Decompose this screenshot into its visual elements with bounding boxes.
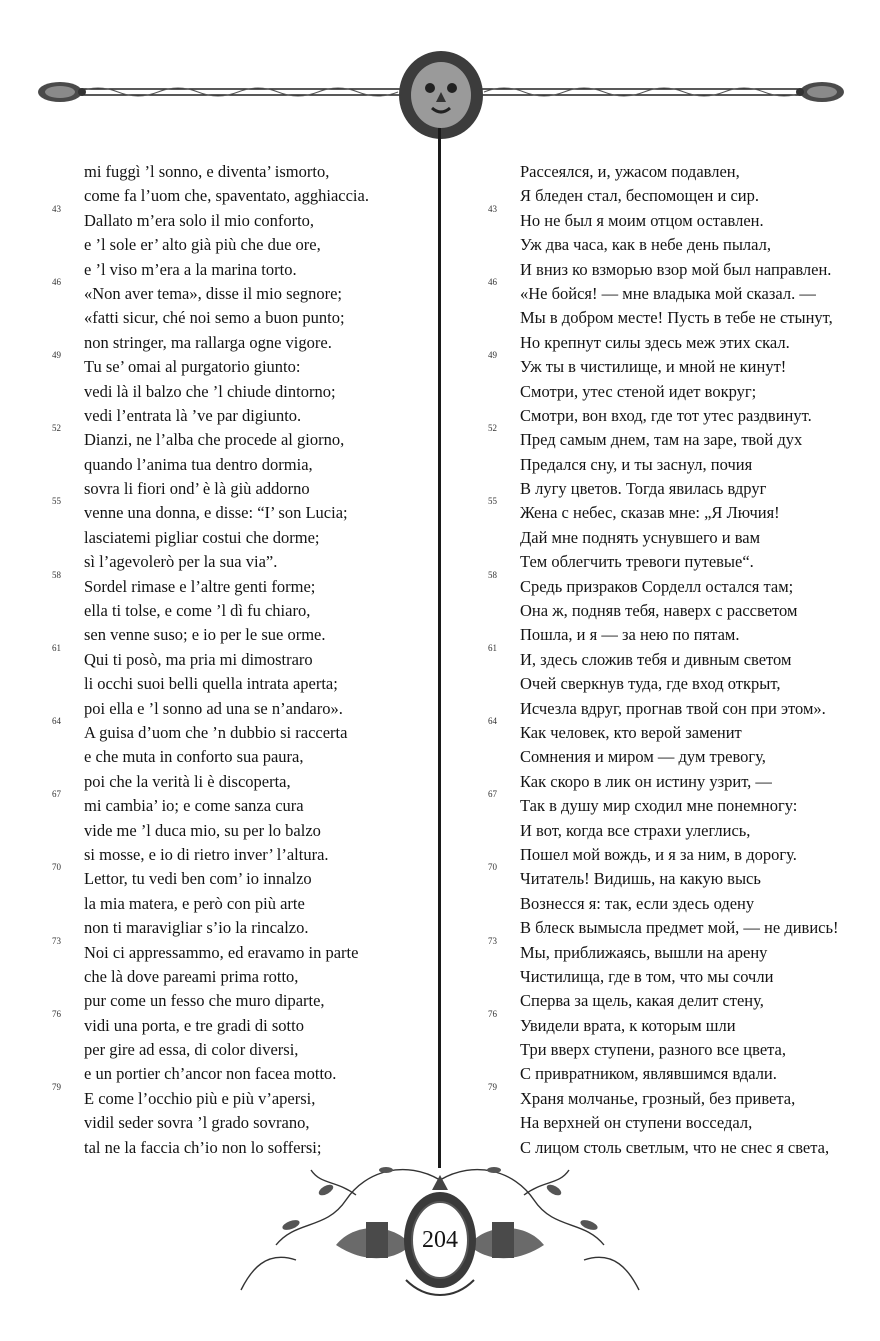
verse-line: Как скоро в лик он истину узрит, — xyxy=(520,771,772,791)
verse-line: tal ne la faccia ch’io non lo soffersi; xyxy=(84,1137,322,1157)
verse-line: 52 Dianzi, ne l’alba che procede al giorno, xyxy=(52,423,345,450)
verse-line: e che muta in conforto sua paura, xyxy=(84,747,304,767)
left-finial-icon xyxy=(38,82,86,102)
line-number: 55 xyxy=(52,496,61,507)
verse-line: 43 Но не был я моим отцом оставлен. xyxy=(488,203,764,230)
verse-line: 76 vidi una porta, e tre gradi di sotto xyxy=(52,1008,304,1035)
verse-line: 64 A guisa d’uom che ’n dubbio si raccerta xyxy=(52,715,348,742)
verse-line: 46 «Не бойся! — мне владыка мой сказал. — xyxy=(488,276,816,303)
verse-line: Вознесся я: так, если здесь одену xyxy=(520,893,755,913)
line-number: 52 xyxy=(52,423,61,434)
verse-line: Я бледен стал, беспомощен и сир. xyxy=(520,186,759,206)
line-number: 52 xyxy=(488,423,497,434)
verse-line: lasciatemi pigliar costui che dorme; xyxy=(84,527,320,547)
verse-line: 43 Dallato m’era solo il mio conforto, xyxy=(52,203,315,230)
verse-line: Чистилища, где в том, что мы сочли xyxy=(520,966,774,986)
verse-line: vidil seder sovra ’l grado sovrano, xyxy=(84,1113,310,1133)
verse-line: В лугу цветов. Тогда явилась вдруг xyxy=(520,479,767,499)
line-number: 46 xyxy=(488,276,497,287)
line-number: 70 xyxy=(52,862,61,873)
verse-line: С привратником, являвшимся вдали. xyxy=(520,1064,777,1084)
verse-line: sì l’agevolerò per la sua via”. xyxy=(84,552,278,572)
verse-line: come fa l’uom che, spaventato, agghiaccia. xyxy=(84,186,369,206)
line-number: 67 xyxy=(52,789,61,800)
line-number: 70 xyxy=(488,862,497,873)
verse-line: На верхней он ступени восседал, xyxy=(520,1113,753,1133)
lion-mask-icon xyxy=(399,51,483,139)
verse-line: Но крепнут силы здесь меж этих скал. xyxy=(520,332,790,352)
line-number: 73 xyxy=(52,935,61,946)
header-ornament xyxy=(38,40,844,140)
page-number: 204 xyxy=(422,1227,458,1253)
verse-line: poi che la verità li è discoperta, xyxy=(84,771,291,791)
russian-column xyxy=(468,160,868,1160)
verse-line: 67 Так в душу мир сходил мне понемногу: xyxy=(488,789,798,816)
verse-line: 61 Qui ti posò, ma pria mi dimostraro xyxy=(52,642,313,669)
verse-line: Три вверх ступени, разного все цвета, xyxy=(520,1040,786,1060)
verse-line: В блеск вымысла предмет мой, — не дивись! xyxy=(520,918,839,938)
verse-line: 61 И, здесь сложив тебя и дивным светом xyxy=(488,642,792,669)
verse-line: Она ж, подняв тебя, наверх с рассветом xyxy=(520,601,798,621)
line-number: 49 xyxy=(52,350,61,361)
line-number: 61 xyxy=(52,642,61,653)
verse-line: non stringer, ma rallarga ogne vigore. xyxy=(84,332,332,352)
verse-line: e ’l viso m’era a la marina torto. xyxy=(84,259,297,279)
line-number: 67 xyxy=(488,789,497,800)
verse-line: 58 Sordel rimase e l’altre genti forme; xyxy=(52,569,316,596)
verse-line: Очей сверкнув туда, где вход открыт, xyxy=(520,674,781,694)
verse-line: sovra li fiori ond’ è là giù addorno xyxy=(84,479,310,499)
verse-line: 70 Lettor, tu vedi ben com’ io innalzo xyxy=(52,862,312,889)
verse-line: Мы в добром месте! Пусть в тебе не стынут, xyxy=(520,308,833,328)
line-number: 61 xyxy=(488,642,497,653)
verse-line: e un portier ch’ancor non facea motto. xyxy=(84,1064,337,1084)
verse-line: vedi l’entrata là ’ve par digiunto. xyxy=(84,405,302,425)
verse-line: li occhi suoi belli quella intrata aperta; xyxy=(84,674,338,694)
line-number: 79 xyxy=(488,1081,497,1092)
line-number: 79 xyxy=(52,1081,61,1092)
verse-line: И вот, когда все страхи улеглись, xyxy=(520,820,751,840)
verse-line: non ti maravigliar s’io la rincalzo. xyxy=(84,918,309,938)
verse-line: Дай мне поднять уснувшего и вам xyxy=(520,527,761,547)
verse-line: per gire ad essa, di color diversi, xyxy=(84,1040,299,1060)
verse-line: Уж два часа, как в небе день пылал, xyxy=(520,235,771,255)
verse-line: si mosse, e io di rietro inver’ l’altura. xyxy=(84,844,329,864)
verse-line: 70 Читатель! Видишь, на какую высь xyxy=(488,862,761,889)
line-number: 58 xyxy=(52,569,61,580)
column-divider xyxy=(438,128,441,1168)
verse-line: С лицом столь светлым, что не снес я света, xyxy=(520,1137,830,1157)
verse-line: 46 «Non aver tema», disse il mio segnore; xyxy=(52,276,342,303)
verse-line: 55 venne una donna, e disse: “I’ son Lucia; xyxy=(52,496,348,523)
verse-line: la mia matera, e però con più arte xyxy=(84,893,305,913)
verse-line: И вниз ко взморью взор мой был направлен. xyxy=(520,259,832,279)
verse-line: Сомнения и миром — дум тревогу, xyxy=(520,747,766,767)
line-number: 46 xyxy=(52,276,61,287)
verse-line: 67 mi cambia’ io; e come sanza cura xyxy=(52,789,304,816)
line-number: 64 xyxy=(52,715,61,726)
italian-column xyxy=(32,160,430,1160)
verse-line: quando l’anima tua dentro dormia, xyxy=(84,454,313,474)
verse-line: 76 Увидели врата, к которым шли xyxy=(488,1008,736,1035)
line-number: 55 xyxy=(488,496,497,507)
verse-line: «fatti sicur, ché noi semo a buon punto; xyxy=(84,308,345,328)
line-number: 43 xyxy=(488,203,497,214)
line-number: 43 xyxy=(52,203,61,214)
verse-line: ella ti tolse, e come ’l dì fu chiaro, xyxy=(84,601,311,621)
line-number: 49 xyxy=(488,350,497,361)
line-number: 76 xyxy=(52,1008,61,1019)
verse-line: pur come un fesso che muro diparte, xyxy=(84,991,325,1011)
line-number: 73 xyxy=(488,935,497,946)
verse-line: 79 Храня молчанье, грозный, без привета, xyxy=(488,1081,796,1108)
verse-line: vide me ’l duca mio, su per lo balzo xyxy=(84,820,321,840)
verse-line: e ’l sole er’ alto già più che due ore, xyxy=(84,235,321,255)
verse-line: Исчезла вдруг, прогнав твой сон при этом». xyxy=(520,698,826,718)
verse-line: che là dove pareami prima rotto, xyxy=(84,966,299,986)
line-number: 76 xyxy=(488,1008,497,1019)
verse-line: sen venne suso; e io per le sue orme. xyxy=(84,625,326,645)
verse-line: Пошел мой вождь, и я за ним, в дорогу. xyxy=(520,844,797,864)
verse-line: 52 Пред самым днем, там на заре, твой дух xyxy=(488,423,803,450)
verse-line: Рассеялся, и, ужасом подавлен, xyxy=(520,162,740,181)
verse-line: Тем облегчить тревоги путевые“. xyxy=(520,552,754,572)
verse-line: 64 Как человек, кто верой заменит xyxy=(488,715,742,742)
verse-line: 55 Жена с небес, сказав мне: „Я Лючия! xyxy=(488,496,780,523)
verse-line: 73 Noi ci appressammo, ed eravamo in parte xyxy=(52,935,359,962)
verse-line: Предался сну, и ты заснул, почия xyxy=(520,454,753,474)
verse-line: poi ella e ’l sonno ad una se n’andaro». xyxy=(84,698,343,718)
verse-line: vedi là il balzo che ’l chiude dintorno; xyxy=(84,381,336,401)
verse-line: Смотри, вон вход, где тот утес раздвинут. xyxy=(520,405,812,425)
verse-line: 79 E come l’occhio più e più v’apersi, xyxy=(52,1081,316,1108)
line-number: 58 xyxy=(488,569,497,580)
verse-line: 49 Уж ты в чистилище, и мной не кинут! xyxy=(488,350,787,377)
verse-line: 58 Средь призраков Сорделл остался там; xyxy=(488,569,794,596)
line-number: 64 xyxy=(488,715,497,726)
verse-line: Сперва за щель, какая делит стену, xyxy=(520,991,764,1011)
verse-line: Смотри, утес стеной идет вокруг; xyxy=(520,381,757,401)
verse-line: mi fuggì ’l sonno, e diventa’ ismorto, xyxy=(84,162,330,181)
right-finial-icon xyxy=(796,82,844,102)
verse-line: Пошла, и я — за нею по пятам. xyxy=(520,625,740,645)
verse-line: 73 Мы, приближаясь, вышли на арену xyxy=(488,935,768,962)
verse-line: 49 Tu se’ omai al purgatorio giunto: xyxy=(52,350,301,377)
